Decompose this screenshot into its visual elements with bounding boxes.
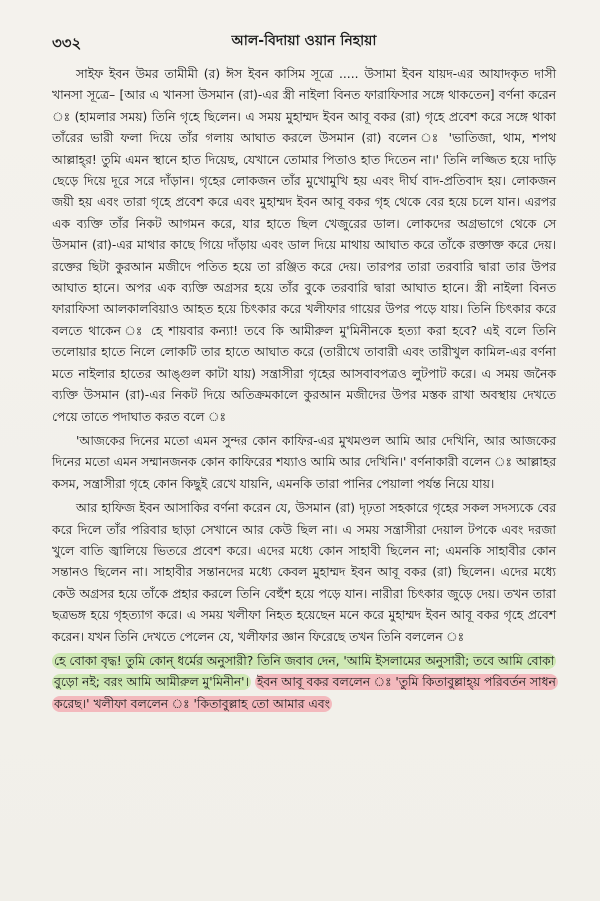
running-title: আল-বিদায়া ওয়ান নিহায়া — [231, 33, 377, 49]
highlighted-paragraph — [52, 651, 556, 715]
red-highlight: ইবন আবূ বকর বললেন ঃ 'তুমি কিতাবুল্লাহ্‌য় পরিবর্তন সাধন করেছ।' খলীফা বললেন ঃ 'কিতাবুল্লাহ তো আমার এবং — [54, 675, 556, 711]
paragraph: 'আজকের দিনের মতো এমন সুন্দর কোন কাফির-এর মুখমণ্ডল আমি আর দেখিনি, আর আজকের দিনের মতো এমন সম্মানজনক কোন কাফিরের শয্যাও আমি আর দেখিনি।' বর্ণনাকারী বলেন ঃ আল্লাহর কসম, সন্ত্রাসীরা গৃহে কোন কিছুই রেখে যায়নি, এমনকি তারা পানির পেয়ালা পর্যন্ত নিয়ে যায়। — [52, 433, 556, 491]
green-highlight: হে বোকা বৃদ্ধ! তুমি কোন্ ধর্মের অনুসারী? তিনি জবাব দেন, 'আমি ইসলামের অনুসারী; তবে আমি বোকা বুড়ো নই; বরং আমি আমীরুল মু'মিনীন'। — [54, 653, 555, 690]
body-text — [52, 64, 556, 715]
paragraph: সাইফ ইবন উমর তামীমী (র) ঈস ইবন কাসিম সূত্রে ..... উসামা ইবন যায়দ-এর আযাদকৃত দাসী খানসা সূত্রে– [আর এ খানসা উসমান (রা)-এর স্ত্রী নাইলা বিনত ফারাফিসার সঙ্গে থাকতেন] বর্ণনা করেন ঃ (হামলার সময়) তিনি গৃহে ছিলেন। এ সময় মুহাম্মদ ইবন আবূ বকর (রা) গৃহে প্রবেশ করে সঙ্গে থাকা তাঁরের ভারী ফলা দিয়ে তাঁর গলায় আঘাত করলে উসমান (রা) বলেন ঃ 'ভাতিজা, থাম, শপথ আল্লাহ্‌র! তুমি এমন স্থানে হাত দিয়েছ, যেখানে তোমার পিতাও হাত দিতেন না।' তিনি লজ্জিত হয়ে দাড়ি ছেড়ে দিয়ে দূরে সরে দাঁড়ান। গৃহের লোকজন তাঁর মুখোমুখি হয় এবং দীর্ঘ বাদ-প্রতিবাদ হয়। লোকজন জয়ী হয় এবং তারা গৃহে প্রবেশ করে এবং মুহাম্মদ ইবন আবূ বকর গৃহ থেকে বের হয়ে চলে যান। এরপর এক ব্যক্তি তাঁর নিকট আগমন করে, যার হাতে ছিল খেজুরের ডাল। লোকদের অগ্রভাগে থেকে সে উসমান (রা)-এর মাথার কাছে গিয়ে দাঁড়ায় এবং ডাল দিয়ে মাথায় আঘাত করে তাঁকে রক্তাক্ত করে দেয়। রক্তের ছিটা কুরআন মজীদে পতিত হয়ে তা রঞ্জিত করে দেয়। তারপর তারা তরবারি দ্বারা তার উপর আঘাত হানে। অপর এক ব্যক্তি অগ্রসর হয়ে তাঁর বুকে তরবারি দ্বারা আঘাত হানে। স্ত্রী নাইলা বিনত ফারাফিসা আলকালবিয়াও আহত হয়ে চিৎকার করে খলীফার গায়ের উপর পড়ে যায়। তিনি চিৎকার করে বলতে থাকেন ঃ হে শায়বার কন্যা! তবে কি আমীরুল মু'মিনীনকে হত্যা করা হবে? এই বলে তিনি তলোয়ার হাতে নিলে লোকটি তার হাতে আঘাত করে (তারীখে তাবারী এবং তারীখুল কামিল-এর বর্ণনা মতে নাইলার হাতের আঙ্গুল কাটা যায়) সন্ত্রাসীরা গৃহের আসবাবপত্রও লুটপাট করে। এ সময় জনৈক ব্যক্তি উসমান (রা)-এর নিকট দিয়ে অতিক্রমকালে কুরআন মজীদের উপর মস্তক রাখা অবস্থায় দেখতে পেয়ে তাতে পদাঘাত করত বলে ঃ — [52, 67, 556, 424]
paragraph: আর হাফিজ ইবন আসাকির বর্ণনা করেন যে, উসমান (রা) দৃঢ়তা সহকারে গৃহের সকল সদস্যকে বের করে দিলে তাঁর পরিবার ছাড়া সেখানে আর কেউ ছিল না। এ সময় সন্ত্রাসীরা দেয়াল টপকে এবং দরজা খুলে বাতি জ্বালিয়ে ভিতরে প্রবেশ করে। এদের মধ্যে কোন সাহাবী ছিলেন না; এমনকি সাহাবীর কোন সন্তানও ছিলেন না। সাহাবীর সন্তানদের মধ্যে কেবল মুহাম্মদ ইবন আবূ বকর (রা) ছিলেন। এদের মধ্যে কেউ অগ্রসর হয়ে তাঁকে প্রহার করলে তিনি বেহুঁশ হয়ে পড়ে যান। নারীরা চিৎকার জুড়ে দেয়। তখন তারা ছত্রভঙ্গ হয়ে গৃহত্যাগ করে। এ সময় খলীফা নিহত হয়েছেন মনে করে মুহাম্মদ ইবন আবূ বকর গৃহে প্রবেশ করেন। যখন তিনি দেখতে পেলেন যে, খলীফার জ্ঞান ফিরেছে তখন তিনি বললেন ঃ — [52, 501, 556, 644]
page-header — [52, 30, 556, 54]
page-number: ৩৩২ — [52, 34, 82, 52]
